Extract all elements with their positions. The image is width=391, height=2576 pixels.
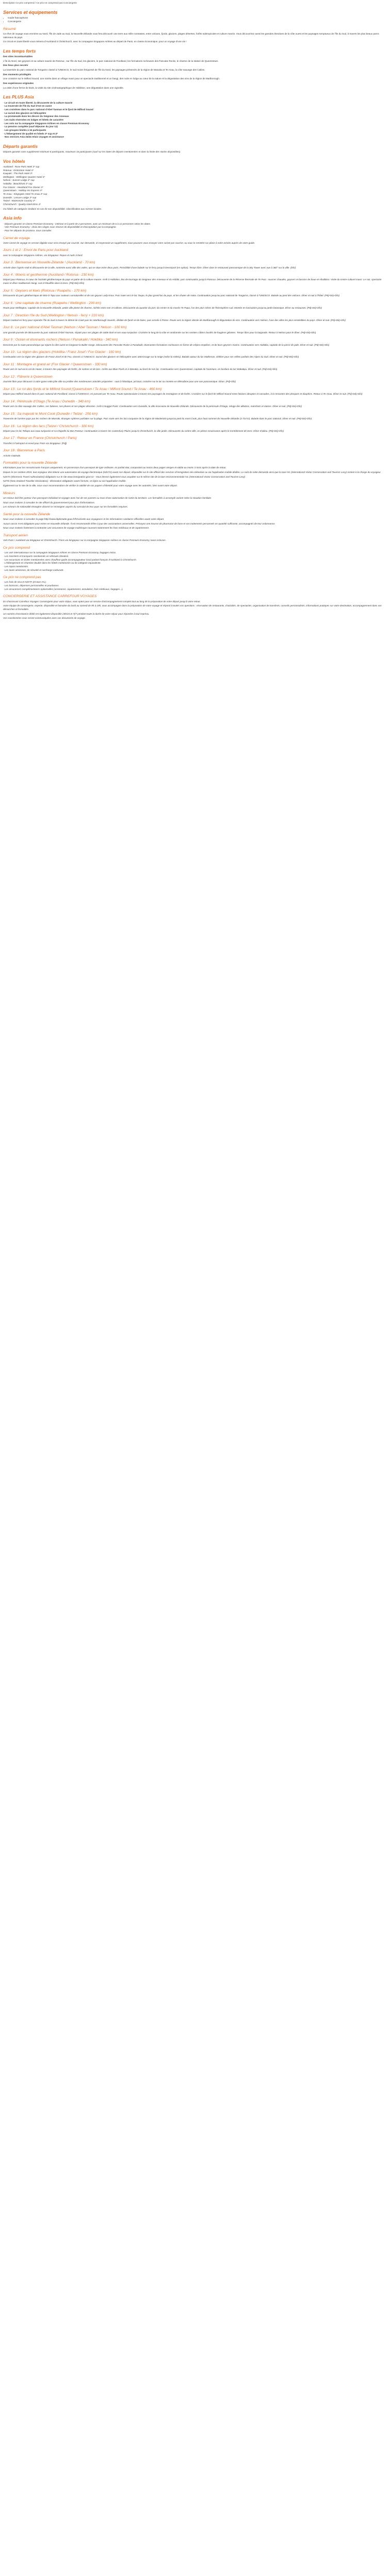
- hotels-title: Vos hôtels: [3, 158, 25, 164]
- day-title: Jour 18 : Bienvenue à Paris: [3, 449, 45, 453]
- plus-asia-item: - Les vols sur la compagnie Singapore Airlines en classe Premium Economy: [3, 122, 89, 125]
- prix-comprend-item: - Les repas mentionnés.: [3, 565, 29, 568]
- day-text: Arrivée dans l'après-midi et découverte de la ville, nommée aussi ville des voiles, qui se situe entre deux ports. Possibilité d'une balade sur le ferry jusqu'à Devonport (en option). Temps libre. Dîner dans le restaurant panoramique de la Sky Tower avec vue à 360° sur la ville. (Dîn): [3, 266, 296, 269]
- temps-forts-heading: Des sites incontournables: [3, 55, 33, 58]
- day-title: Jour 8 : Le parc national d'Abel Tasman (Nelson / Abel Tasman / Nelson - 100 km): [3, 326, 127, 330]
- day-title: Jour 5 : Geysers et kiwis (Rotorua / Ruapehu - 170 km): [3, 289, 87, 293]
- plus-asia-item: - L'hébergement de qualité en hôtels 3* sup et 4*: [3, 132, 58, 135]
- plus-asia-list: [3, 101, 388, 139]
- prix-ne-comprend-title: Ce prix ne comprend pas: [3, 575, 41, 580]
- conciergerie-para: Un numéro d'assistance dédié est également disponible 24h/24 et 7j/7 pendant toute la durée de votre séjour pour répondre à tout imprévu.: [3, 612, 150, 615]
- day-text: Journée libre pour découvrir à votre guise cette jolie ville ou profiter des nombreuses activités proposées : saut à l'élastique, jet boat, croisière sur le lac ou montée en télécabine pour une vue panoramique. Dîner. (Pdj+Dîn): [3, 380, 236, 383]
- temps-forts-section: [3, 82, 388, 90]
- transport-text: Vols Paris / Auckland via Singapour et Christchurch / Paris via Singapour sur la compagnie Singapore Airlines en classe Premium Economy, taxes incluses.: [3, 539, 167, 542]
- plus-asia-item: - La traversée de l'île du Sud d'est en ouest: [3, 105, 52, 108]
- services-title: Services et équipements: [3, 9, 58, 15]
- plus-asia-item: - Les nuits réservées en lodges et hôtels de caractère: [3, 118, 63, 121]
- trip-page: [0, 0, 391, 626]
- carnet-text: Votre carnet de voyage en version digitale vous sera envoyé par courriel. Sur demande, et moyennant un supplément, nous pouvons vous envoyer votre carnet par courrier, ou vous le remettre sur place à votre arrivée auprès de votre guide.: [3, 241, 255, 244]
- hotel-item: Hokitika : Beachfront 3* sup: [3, 182, 32, 185]
- plus-asia-item: - La pension complète (sauf déjeuner du jour 12): [3, 125, 58, 128]
- sante-para: Nous vous invitons fortement à contracter une assurance de voyage multirisque couvrant notamment les frais médicaux et de rapatriement.: [3, 527, 150, 530]
- conciergerie-para: Votre équipe de conciergerie, experte, disponible et humaine du lundi au samedi de 9h à 19h, vous accompagne dans la préparation de votre voyage et répond à toutes vos questions : réservation de restaurants, d'activités, de spectacles, organisation de transferts, conseils personnalisés, informations pratiques sur votre destination, accompagnement dans vos démarches et formalités.: [3, 604, 382, 611]
- prix-ne-comprend-list: [3, 581, 388, 591]
- day-text: Route pour Wellington, capitale de la Nouvelle-Zélande, petite ville pleine de charme, nichée entre mer et collines. Découverte du quartier du port, du centre et du musée Te Papa, l'un des plus riches de l'hémisphère sud. Montée en funiculaire jusqu'au jardin botanique. Dîner au restaurant. (Pdj+Déj+Dîn): [3, 306, 322, 309]
- plus-asia-title: Les PLUS Asia: [3, 94, 34, 100]
- day-title: Jour 10 : La région des glaciers (Hokitika / Franz Josef / Fox Glacier - 160 km): [3, 350, 121, 354]
- prix-ne-comprend-item: - Les assurances complémentaires optionnelles (assistance, rapatriement, annulation, frais médicaux, bagages...).: [3, 587, 123, 590]
- mineurs-para: Nous vous invitons à consulter le site officiel du gouvernement pour plus d'informations.: [3, 501, 95, 504]
- sante-title: Santé pour la nouvelle Zélande: [3, 512, 51, 516]
- formalites-title: Formalités pour la nouvelle Zélande: [3, 461, 57, 465]
- day-text: Transfert à l'aéroport et envol pour Paris via Singapour. (Pdj): [3, 442, 67, 445]
- prix-comprend-item: - L'hébergement en chambre double dans les hôtels mentionnés ou de catégorie équivalente.: [3, 562, 101, 565]
- day-title: Jour 14 : Péninsule d'Otago (Te Anau / Dunedin - 340 km): [3, 399, 91, 403]
- carnet-title: Carnet de voyage: [3, 236, 30, 240]
- prix-ne-comprend-item: - Les frais de visa et NZeTA (et taxe IVL).: [3, 581, 46, 584]
- day-title: Jour 3 : Bienvenue en Nouvelle-Zélande ! (Auckland - 70 km): [3, 261, 95, 265]
- day-text: avec la compagnie Singapore Airlines, via Singapour. Repas et nuits à bord.: [3, 253, 83, 257]
- top-tabs-line: Description Ce prix comprend / Ce prix ne comprend pas Conciergerie: [3, 2, 77, 4]
- day-title: Jour 13 : Le roi des fjords et le Milford Sound (Queenstown / Te Anau / Milford Sound / Te Anau - 460 km): [3, 387, 162, 391]
- day-text: Continuation vers la région des glaciers de Franz Josef et de Fox, classés à l'UNESCO. Survol des glaciers en hélicoptère avec atterrissage sur la neige (selon la météo). Balade autour du lac Matheson, célèbre pour ses reflets parfaits des Alpes du Sud. Dîner et nuit. (Pdj+Déj+Dîn): [3, 355, 299, 359]
- temps-forts-text: La traversée du parc national de Tongariro classé à l'UNESCO, le sud moins fréquenté de l'île du Nord, les paysages préservés de la région de Wanaka et Te Anau, la côte sauvage des Catlins.: [3, 69, 205, 72]
- day-text: Descente par la route panoramique qui rejoint la côte ouest en longeant la Buller Gorge. Découverte des Pancake Rocks à Punakaiki, étonnantes formations rocheuses en forme de crêpes empilées, et de leurs geysers marins. Continuation vers Hokitika, capitale de la pierre de jade. Dîner et nuit. (Pdj+Déj+Dîn): [3, 343, 330, 346]
- prix-comprend-item: - Les excursions et visites mentionnées avec chauffeur-guide accompagnateur local parlant français d'Auckland à Christchurch.: [3, 558, 137, 561]
- temps-forts-heading: Des moments privilégiés: [3, 73, 31, 76]
- hotels-list: [3, 165, 388, 207]
- temps-forts-heading: Des lieux plus secrets: [3, 64, 28, 67]
- formalites-para: NZTD (New Zealand Traveller Declaration) : déclaration obligatoire avant l'arrivée, en ligne ou via l'application mobile.: [3, 480, 126, 483]
- temps-forts-text: La visite d'une ferme de kiwis, la visite du site cinématographique de Hobbiton, une dégustation dans une vignoble.: [3, 86, 124, 89]
- hotel-item: Auckland : Rose Park Hotel 3* sup: [3, 165, 40, 168]
- prix-comprend-item: - Les transferts et transports mentionnés en véhicule climatisé.: [3, 554, 69, 557]
- formalites-para: Depuis le 1er octobre 2019, tout voyageur doit obtenir une autorisation de voyage électronique (NZeTA) avant son départ, disponible sur le site officiel des services d'immigration néo-zélandais ou via l'application mobile dédiée. Le coût de cette demande ainsi que la taxe IVL (International Visitor Conservation and Tourism Levy) restent à la charge du voyageur.: [3, 471, 382, 474]
- formalites-para: Également sur le site de la ville, nous vous recommandons de vérifier la validité de vos papiers d'identité pour votre voyage avec les autorités, bien avant votre départ.: [3, 484, 178, 487]
- hotel-item: Nelson : Sunset Lodge 3* sup: [3, 179, 35, 182]
- hotel-item: Te Anau : Kingsgate Hotel Te Anau 3* sup: [3, 193, 47, 196]
- hotel-item: Fox Glacier : Heartland Fox Glacier 3*: [3, 185, 43, 189]
- hotel-item: Christchurch : Quality Hotel Elms 4*: [3, 203, 41, 206]
- day-title: Jour 4 : Moeris et geothermie (Auckland / Rotorua - 230 km): [3, 273, 94, 277]
- conciergerie-para: Vos coordonnées vous seront communiquées avec vos documents de voyage.: [3, 617, 86, 620]
- prix-comprend-item: - Les vols internationaux sur la compagnie Singapore Airlines en classe Premium Economy, bagages inclus.: [3, 551, 117, 554]
- transport-title: Transport aérien: [3, 534, 28, 538]
- asia-info-item: - Pour les départs de province, nous consulter.: [3, 229, 52, 232]
- services-item: • Guide francophone: [8, 16, 388, 20]
- services-list: [3, 16, 388, 23]
- day-title: Jour 11 : Montagne et grand air (Fox Glacier / Queenstown - 330 km): [3, 363, 107, 367]
- temps-forts-title: Les temps forts: [3, 48, 36, 54]
- conciergerie-title: CONCIERGERIE ET ASSISTANCE CARREFOUR VOYAGES: [3, 595, 97, 599]
- conciergerie-para: En choisissant Carrefour Voyages Conciergerie pour votre séjour, vous optez pour un service d'accompagnement complet tout au long de la préparation de votre départ jusqu'à votre retour.: [3, 600, 201, 603]
- resume-para: Ce rêve de voyage vous emmène au Nord, l'île de Jade au Sud, la Nouvelle-Zélande vous fera découvrir une terre aux mille contrastes, entre volcans, fjords, glaciers, plages désertes, forêts subtropicales et culture maorie. Vous découvrirez aussi les grandes étendues de la côte ouest et les paysages somptueux de l'île du Sud, à travers les plus beaux parcs nationaux du pays.: [3, 32, 379, 39]
- plus-asia-item: - Le circuit en toute liberté, la découverte de la culture maorie: [3, 101, 73, 104]
- day-text: Départ pour Milford Sound dans le parc national de Fiordland, classé à l'UNESCO, en passant par Te Anau. Route spectaculaire à travers les paysages de montagnes et de forêts. Croisière sur le fjord de Milford Sound entre falaises abruptes et cascades, à la rencontre des phoques et dauphins. Retour à Te Anau. Dîner et nuit. (Pdj+Déj+Dîn): [3, 393, 363, 396]
- asia-info-title: Asia info: [3, 215, 22, 221]
- day-title: Jour 15 : Sa majesté le Mont Cook (Dunedin / Twizel - 250 km): [3, 412, 98, 416]
- hotel-item: Wellington : Wellington Quarter Hotel 4*: [3, 175, 45, 178]
- day-text: Départ pour Rotorua, le cœur de l'activité géothermique du pays et patrie de la culture maorie. Arrêt à Hobbiton, lieu de tournage du Seigneur des Anneaux et du Hobbit, puis continuation jusqu'à Rotorua. Découverte de la Réserve thermale de Te Puia : sources chaudes, geysers et bassins de boue en ébullition. Visite du centre culturel maori. Le soir, spectacle maori et dîner traditionnel Hangi, cuit à l'étouffée dans la terre. (Pdj+Déj+Dîn): [3, 278, 382, 285]
- hotel-item: Dunedin : Leisure Lodge 3* sup: [3, 196, 37, 199]
- day-title: Jour 7 : Direction l'île du Sud (Wellington / Nelson - ferry + 210 km): [3, 313, 104, 317]
- asia-info-item: - Départs garantis en classe Premium Economy : intérieur et à partir de 2 personnes, avec un minimum de 6 à 12 personnes selon les dates.: [3, 222, 151, 225]
- formalites-para: NZeTA (Electronic Travel Authorization) obligatoire sur le site www.immigration.govt.nz - Vous devrez également vous acquitter sur le même site de la taxe environnementale IVL (International Visitor Conservation and Tourism Levy): [3, 475, 246, 478]
- day-title: Jours 1 et 2 : Envol de Paris pour Auckland: [3, 248, 69, 252]
- formalites-para: Informations pour les ressortissants français uniquement, en possession d'un passeport de type ordinaire, en parfait état, comportant au moins deux pages vierges et valide au moins 3 mois après la date de retour.: [3, 466, 226, 469]
- resume-title: Résumé: [3, 27, 16, 31]
- temps-forts-text: L'île du Nord, ses geysers et sa culture maorie de Rotorua ; sur l'île du Sud, les glaciers, le parc national de Fiordland, les formations rocheuses des Pancake Rocks, le charme de la station de Queenstown.: [3, 59, 219, 62]
- hotel-item: Kaupaki : The Park Hotel 3*: [3, 172, 32, 175]
- departs-text: Départs garantis sans supplément minimum 8 participants, maximum 16 participants (sauf sur les dates de départs mentionnées et dans la limite des stocks disponibles).: [3, 150, 181, 153]
- plus-asia-item: - Les groupes limités à 16 participants: [3, 128, 46, 131]
- departs-title: Départs garantis: [3, 143, 38, 149]
- day-title: Jour 17 : Retour en France (Christchurch / Paris): [3, 436, 77, 440]
- day-text: Départ pour le lac Tekapo aux eaux turquoise et sa chapelle du Bon Pasteur. Continuation à travers les Canterbury Plains jusqu'à Christchurch, la ville jardin. Découverte du centre-ville, en pleine renaissance après le tremblement de terre. Dîner d'adieu. (Pdj+Déj+Dîn): [3, 429, 284, 432]
- temps-forts-section: [3, 55, 388, 63]
- temps-forts-text: Une croisière sur le Milford Sound, une soirée dans un village maori pour un spectacle traditionnel et un hangi, des nuits en lodge au cœur de la nature et la dégustation des vins de la région de Marlborough.: [3, 77, 220, 80]
- hotel-item: Queenstown : Holiday Inn Express 4*: [3, 189, 43, 192]
- prix-comprend-list: [3, 551, 388, 572]
- day-title: Jour 16 : La région des lacs (Twizel / Christchurch - 300 km): [3, 424, 94, 428]
- asia-info-list: [3, 223, 388, 233]
- day-text: Route vers le sud via le col de Haast, à travers des paysages de forêts, de rivières et de lacs. Arrêts aux Blue Pools et à Wanaka, au bord de son lac. Continuation vers Queenstown, capitale de l'aventure, en bordure du lac Wakatipu. Dîner et nuit. (Pdj+Déj+Dîn): [3, 368, 278, 371]
- plus-asia-item: - Nos services Asia 24/24 relais voyages et assistance: [3, 135, 64, 139]
- day-title: Jour 12 : Flânerie à Queenstown: [3, 375, 53, 379]
- hotel-item: Twizel : MacKenzie Country 3*: [3, 199, 36, 202]
- day-text: Traversée de l'arrière-pays par les rochers de Moeraki, étranges sphères parfaites sur la plage. Puis route vers les lacs turquoise de la région de Mackenzie jusqu'au pied du mont Cook, plus haut sommet de Nouvelle-Zélande (3 724 m). Balade dans le parc national. Dîner et nuit. (Pdj+Déj+Dîn): [3, 417, 312, 420]
- day-title: Jour 6 : Une capitale de charme (Ruapehu / Wellington - 290 km): [3, 301, 102, 305]
- mineurs-title: Mineurs: [3, 491, 15, 495]
- day-text: Une grande journée de découverte du parc national d'Abel Tasman, réputé pour ses plages de sable doré et ses eaux turquoise. Croisière le long de la côte et randonnée sur les sentiers côtiers bordés de fougères géantes. Temps libre pour la baignade. Retour à Nelson pour le dîner. (Pdj+Déj+Dîn): [3, 331, 316, 334]
- plus-asia-item: - Les croisières dans le parc national d'Abel Tasman et le fjord de Milford Sound: [3, 108, 93, 111]
- services-item: • Conciergerie: [8, 20, 388, 24]
- prix-comprend-item: - Les taxes aériennes, de sécurité et surcharge carburant.: [3, 568, 64, 571]
- sante-para: Nous vous invitons à consulter la page http://www.diplomatie.gouv.fr/fr/conseils-aux-voyageurs/ et les informations sanitaires officielles avant votre départ.: [3, 518, 165, 521]
- itinerary: [3, 248, 388, 457]
- asia-info-item: - Vols Premium Economy : choix des sièges sous réserve de disponibilité et d'acceptation par la compagnie.: [3, 226, 117, 229]
- temps-forts-section: [3, 64, 388, 72]
- plus-asia-item: - Le survol des glaciers en hélicoptère: [3, 111, 46, 114]
- prix-comprend-title: Ce prix comprend: [3, 546, 30, 550]
- hotels-note: Ou hôtels de catégorie similaire en cas de non disponibilité. Classification aux normes locales.: [3, 207, 102, 210]
- temps-forts-section: [3, 73, 388, 81]
- temps-forts-heading: Des expériences originales: [3, 82, 34, 85]
- day-title: Jour 9 : Océan et étonnants rochers (Nelson / Punakaiki / Hokitika - 340 km): [3, 338, 118, 342]
- sante-para: Aucun vaccin n'est obligatoire pour entrer en Nouvelle-Zélande. Il est recommandé d'être à jour des vaccinations universelles. Prévoyez une trousse de pharmacie de base et vos traitements personnels en quantité suffisante, accompagnés de leur ordonnance.: [3, 522, 275, 525]
- hotel-item: Rotorua : Distinction Hotel 4*: [3, 168, 34, 172]
- day-text: Découverte du parc géothermique de Wai-O-Tapu aux couleurs surnaturelles et de son geyser Lady Knox. Puis route vers le lac Taupo, le plus grand lac du pays, et les chutes de Huka. Continuation jusqu'au parc national de Tongariro, classé à l'UNESCO. Balade au pied des volcans. Dîner et nuit à l'hôtel. (Pdj+Déj+Dîn): [3, 294, 340, 297]
- day-text: Route vers la côte sauvage des Catlins, ses falaises, ses phares et ses plages désertes. Arrêt à Nugget Point. Continuation vers Dunedin, la ville écossaise de Nouvelle-Zélande. Découverte de la péninsule d'Otago, refuge des albatros, manchots et otaries. Dîner et nuit. (Pdj+Déj+Dîn): [3, 405, 302, 408]
- resume-para: Ce circuit en toute liberté vous mènera d'Auckland à Christchurch, avec la compagnie Singapore Airlines au départ de Paris, en classe économique, pour un voyage d'une vie !: [3, 40, 187, 43]
- prix-ne-comprend-item: - Les boissons, dépenses personnelles et pourboires.: [3, 584, 59, 587]
- day-text: Départ matinal en ferry pour rejoindre l'île du Sud à travers le détroit de Cook puis les Marlborough Sounds, dédale de fjords et de baies, puis arrivée à Picton. Route vers la région viticole de Marlborough et dégustation de vins. Continuation vers Nelson, l'une des villes les plus ensoleillées du pays. Dîner et nuit. (Pdj+Déj+Dîn): [3, 318, 346, 321]
- mineurs-para: Les mineurs de nationalité étrangère doivent se renseigner auprès du consulat de leur pays sur les formalités requises.: [3, 505, 128, 509]
- mineurs-para: Un mineur doit être porteur d'un passeport individuel et voyager avec l'un de ses parents ou muni d'une autorisation de sortie du territoire. Les formalités à accomplir varient selon la situation familiale.: [3, 496, 212, 499]
- plus-asia-item: - La promenade dans les décors du Seigneur des Anneaux: [3, 115, 69, 118]
- day-text: Arrivée matinale.: [3, 454, 21, 457]
